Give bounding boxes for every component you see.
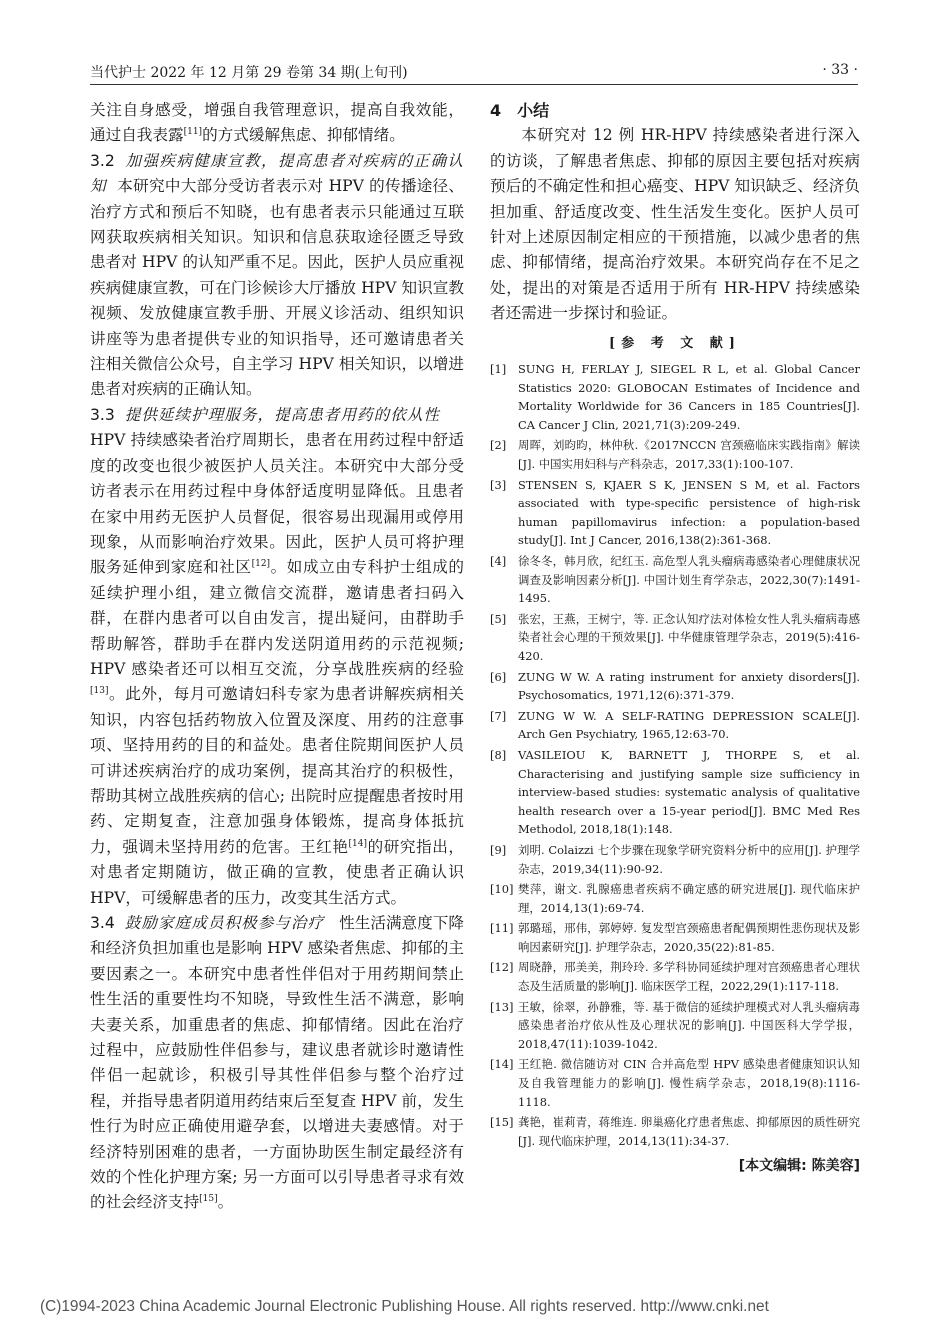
- reference-text: 徐冬冬，韩月欣，纪红玉. 高危型人乳头瘤病毒感染者心理健康状况调查及影响因素分析[J]. 中国计划生育学杂志，2022,30(7):1491-1495.: [518, 554, 860, 606]
- journal-header: 当代护士 2022 年 12 月第 29 卷第 34 期(上旬刊): [90, 65, 408, 81]
- reference-item: [490, 958, 860, 995]
- reference-text: ZUNG W W. A rating instrument for anxiety disorders[J]. Psychosomatics, 1971,12(6):371-379.: [518, 669, 860, 703]
- running-header: [90, 62, 858, 85]
- reference-text: STENSEN S, KJAER S K, JENSEN S M, et al. Factors associated with type-specific persistence of high-risk human papillomavirus infection: a population-based study[J]. Int J Cancer, 2016,138(2):361-368.: [518, 477, 860, 548]
- reference-text: 张宏，王燕，王树宁，等. 正念认知疗法对体检女性人乳头瘤病毒感染者社会心理的干预效果[J]. 中华健康管理学杂志，2019(5):416-420.: [518, 611, 860, 663]
- reference-number: [14]: [490, 1057, 514, 1072]
- reference-text: 刘明. Colaizzi 七个步骤在现象学研究资料分析中的应用[J]. 护理学杂志，2019,34(11):90-92.: [518, 842, 860, 876]
- editor-credit: [本文编辑: 陈美容]: [738, 1158, 860, 1175]
- citation-13[interactable]: [13]: [90, 686, 109, 697]
- section-3-4: 3.4 鼓励家庭成员积极参与治疗 性生活满意度下降和经济负担加重也是影响 HPV 感染者焦虑、抑郁的主要因素之一。本研究中患者性伴侣对于用药期间禁止性生活的重要性均不知晓，导致性生活不满意，影响夫妻关系，加重患者的焦虑、抑郁情绪。因此在治疗过程中，应鼓励性伴侣参与，建议患者就诊时邀请性伴侣一起就诊，积极引导其性伴侣参与整个治疗过程，并指导患者阴道用药结束后至复查 HPV 前，发生性行为时应正确使用避孕套，以增进夫妻感情。对于经济特别困难的患者，一方面协助医生制定最经济有效的个性化护理方案; 另一方面可以引导患者寻求有效的社会经济支持[15]。: [90, 914, 464, 1212]
- copyright-footer: (C)1994-2023 China Academic Journal Electronic Publishing House. All rights reserved. http://www.cnki.net: [40, 1298, 769, 1315]
- reference-text: SUNG H, FERLAY J, SIEGEL R L, et al. Global Cancer Statistics 2020: GLOBOCAN Estimates of Incidence and Mortality Worldwide for 36 Cancers in 185 Countries[J]. CA Cancer J Clin, 2021,71(3):209-249.: [518, 362, 860, 432]
- section-title: 加强疾病健康宣教，提高患者对疾病的正确认知: [90, 151, 464, 196]
- reference-number: [3]: [490, 477, 507, 492]
- reference-item: [490, 998, 860, 1054]
- reference-item: [490, 668, 860, 705]
- reference-item: [490, 552, 860, 608]
- reference-number: [12]: [490, 960, 514, 975]
- section-number: 3.4: [90, 914, 115, 932]
- reference-text: 郭璐瑶，邢伟，郭婷婷. 复发型宫颈癌患者配偶预期性悲伤现状及影响因素研究[J]. 护理学杂志，2020,35(22):81-85.: [518, 921, 860, 954]
- reference-number: [13]: [490, 999, 514, 1014]
- section-3-3-body: HPV 持续感染者治疗周期长，患者在用药过程中舒适度的改变也很少被医护人员关注。本研究中大部分受访者表示在用药过程中身体舒适度明显降低。且患者在家中用药无医护人员督促，很容易出现漏用或停用现象，从而影响治疗效果。因此，医护人员可将护理服务延伸到家庭和社区[12]。如成立由专科护士组成的延续护理小组，建立微信交流群，邀请患者扫码入群，在群内患者可以自由发言，提出疑问，由群助手帮助解答，群助手在群内发送阴道用药的示范视频; HPV 感染者还可以相互交流，分享战胜疾病的经验[13]。此外，每月可邀请妇科专家为患者讲解疾病相关知识，内容包括药物放入位置及深度、用药的注意事项、坚持用药的目的和益处。患者住院期间医护人员可讲述疾病治疗的成功案例，提高其治疗的积极性，帮助其树立战胜疾病的信心; 出院时应提醒患者按时用药、定期复查，注意加强身体锻炼，提高身体抵抗力，强调未坚持用药的危害。王红艳[14]的研究指出，对患者定期随访，做正确的宣教，使患者正确认识 HPV，可缓解患者的压力，改变其生活方式。: [90, 431, 464, 907]
- left-column: [90, 98, 464, 1216]
- reference-item: [490, 610, 860, 666]
- citation-12[interactable]: [12]: [251, 559, 271, 570]
- reference-list: [490, 360, 860, 1150]
- page-number: · 33 ·: [822, 62, 858, 78]
- section-4-heading: 4 小结: [490, 101, 550, 120]
- citation-11[interactable]: [11]: [183, 127, 203, 138]
- reference-text: 周晖，刘昀昀，林仲秋.《2017NCCN 宫颈癌临床实践指南》解读[J]. 中国实用妇科与产科杂志，2017,33(1):100-107.: [518, 438, 860, 472]
- reference-number: [9]: [490, 842, 507, 857]
- reference-number: [7]: [490, 708, 507, 723]
- reference-number: [1]: [490, 362, 507, 377]
- reference-item: [490, 707, 860, 744]
- reference-item: [490, 1055, 860, 1111]
- reference-number: [5]: [490, 611, 507, 626]
- section-title: 鼓励家庭成员积极参与治疗: [124, 914, 325, 932]
- reference-number: [6]: [490, 669, 507, 684]
- reference-text: 王敏，徐翠，孙静雅，等. 基于微信的延续护理模式对人乳头瘤病毒感染患者治疗依从性及心理状况的影响[J]. 中国医科大学学报，2018,47(11):1039-1042.: [518, 999, 860, 1051]
- reference-text: 周晓静，邢美美，荆玲玲. 多学科协同延续护理对宫颈癌患者心理状态及生活质量的影响[J]. 临床医学工程，2022,29(1):117-118.: [518, 960, 860, 994]
- reference-text: ZUNG W W. A SELF-RATING DEPRESSION SCALE[J]. Arch Gen Psychiatry, 1965,12:63-70.: [518, 708, 860, 742]
- reference-item: [490, 880, 860, 917]
- section-number: 3.2: [90, 151, 115, 170]
- reference-number: [8]: [490, 747, 507, 762]
- reference-item: [490, 919, 860, 956]
- reference-item: [490, 436, 860, 473]
- reference-text: 王红艳. 微信随访对 CIN 合并高危型 HPV 感染患者健康知识认知及自我管理能力的影响[J]. 慢性病学杂志，2018,19(8):1116-1118.: [518, 1057, 860, 1109]
- reference-item: [490, 476, 860, 550]
- reference-item: [490, 360, 860, 434]
- reference-number: [10]: [490, 882, 514, 897]
- reference-text: VASILEIOU K, BARNETT J, THORPE S, et al. Characterising and justifying sample size sufficiency in interview-based studies: systematic analysis of qualitative health research over a 15-year period[J]. BMC Med Res Methodol, 2018,18(1):148.: [518, 747, 860, 837]
- right-column: [490, 98, 860, 1180]
- section-body: 本研究中大部分受访者表示对 HPV 的传播途径、治疗方式和预后不知晓，也有患者表示只能通过互联网获取疾病相关知识。知识和信息获取途径匮乏导致患者对 HPV 的认知严重不足。因此，医护人员应重视疾病健康宣教，可在门诊候诊大厅播放 HPV 知识宣教视频、发放健康宣教手册、开展义诊活动、组织知识讲座等为患者提供专业的知识指导，还可邀请患者关注相关微信公众号，自主学习 HPV 相关知识，以增进患者对疾病的正确认知。: [90, 177, 464, 399]
- reference-number: [4]: [490, 554, 507, 568]
- references-title: [参 考 文 献]: [609, 335, 741, 351]
- paragraph-intro: 关注自身感受，增强自我管理意识，提高自我效能，通过自我表露[11]的方式缓解焦虑、抑郁情绪。: [90, 101, 464, 145]
- reference-item: [490, 746, 860, 839]
- citation-15[interactable]: [15]: [199, 1194, 218, 1205]
- reference-number: [2]: [490, 438, 507, 453]
- citation-14[interactable]: [14]: [348, 838, 368, 849]
- reference-item: [490, 1113, 860, 1150]
- section-number: 3.3: [90, 405, 115, 424]
- reference-number: [15]: [490, 1115, 514, 1130]
- section-3-3-heading: [90, 403, 464, 428]
- reference-item: [490, 841, 860, 878]
- reference-number: [11]: [490, 921, 514, 936]
- reference-text: 樊萍，谢文. 乳腺癌患者疾病不确定感的研究进展[J]. 现代临床护理，2014,13(1):69-74.: [518, 882, 860, 915]
- conclusion-paragraph: 本研究对 12 例 HR-HPV 持续感染者进行深入的访谈，了解患者焦虑、抑郁的原因主要包括对疾病预后的不确定性和担心癌变、HPV 知识缺乏、经济负担加重、舒适度改变、性生活发生变化。医护人员可针对上述原因制定相应的干预措施，以减少患者的焦虑、抑郁情绪，提高治疗效果。本研究尚存在不足之处，提出的对策是否适用于所有 HR-HPV 持续感染者还需进一步探讨和验证。: [490, 126, 860, 323]
- reference-text: 龚艳，崔莉青，蒋维连. 卵巢癌化疗患者焦虑、抑郁原因的质性研究[J]. 现代临床护理，2014,13(11):34-37.: [518, 1115, 860, 1148]
- section-3-2: [90, 149, 464, 403]
- section-title: 提供延续护理服务，提高患者用药的依从性: [124, 405, 441, 424]
